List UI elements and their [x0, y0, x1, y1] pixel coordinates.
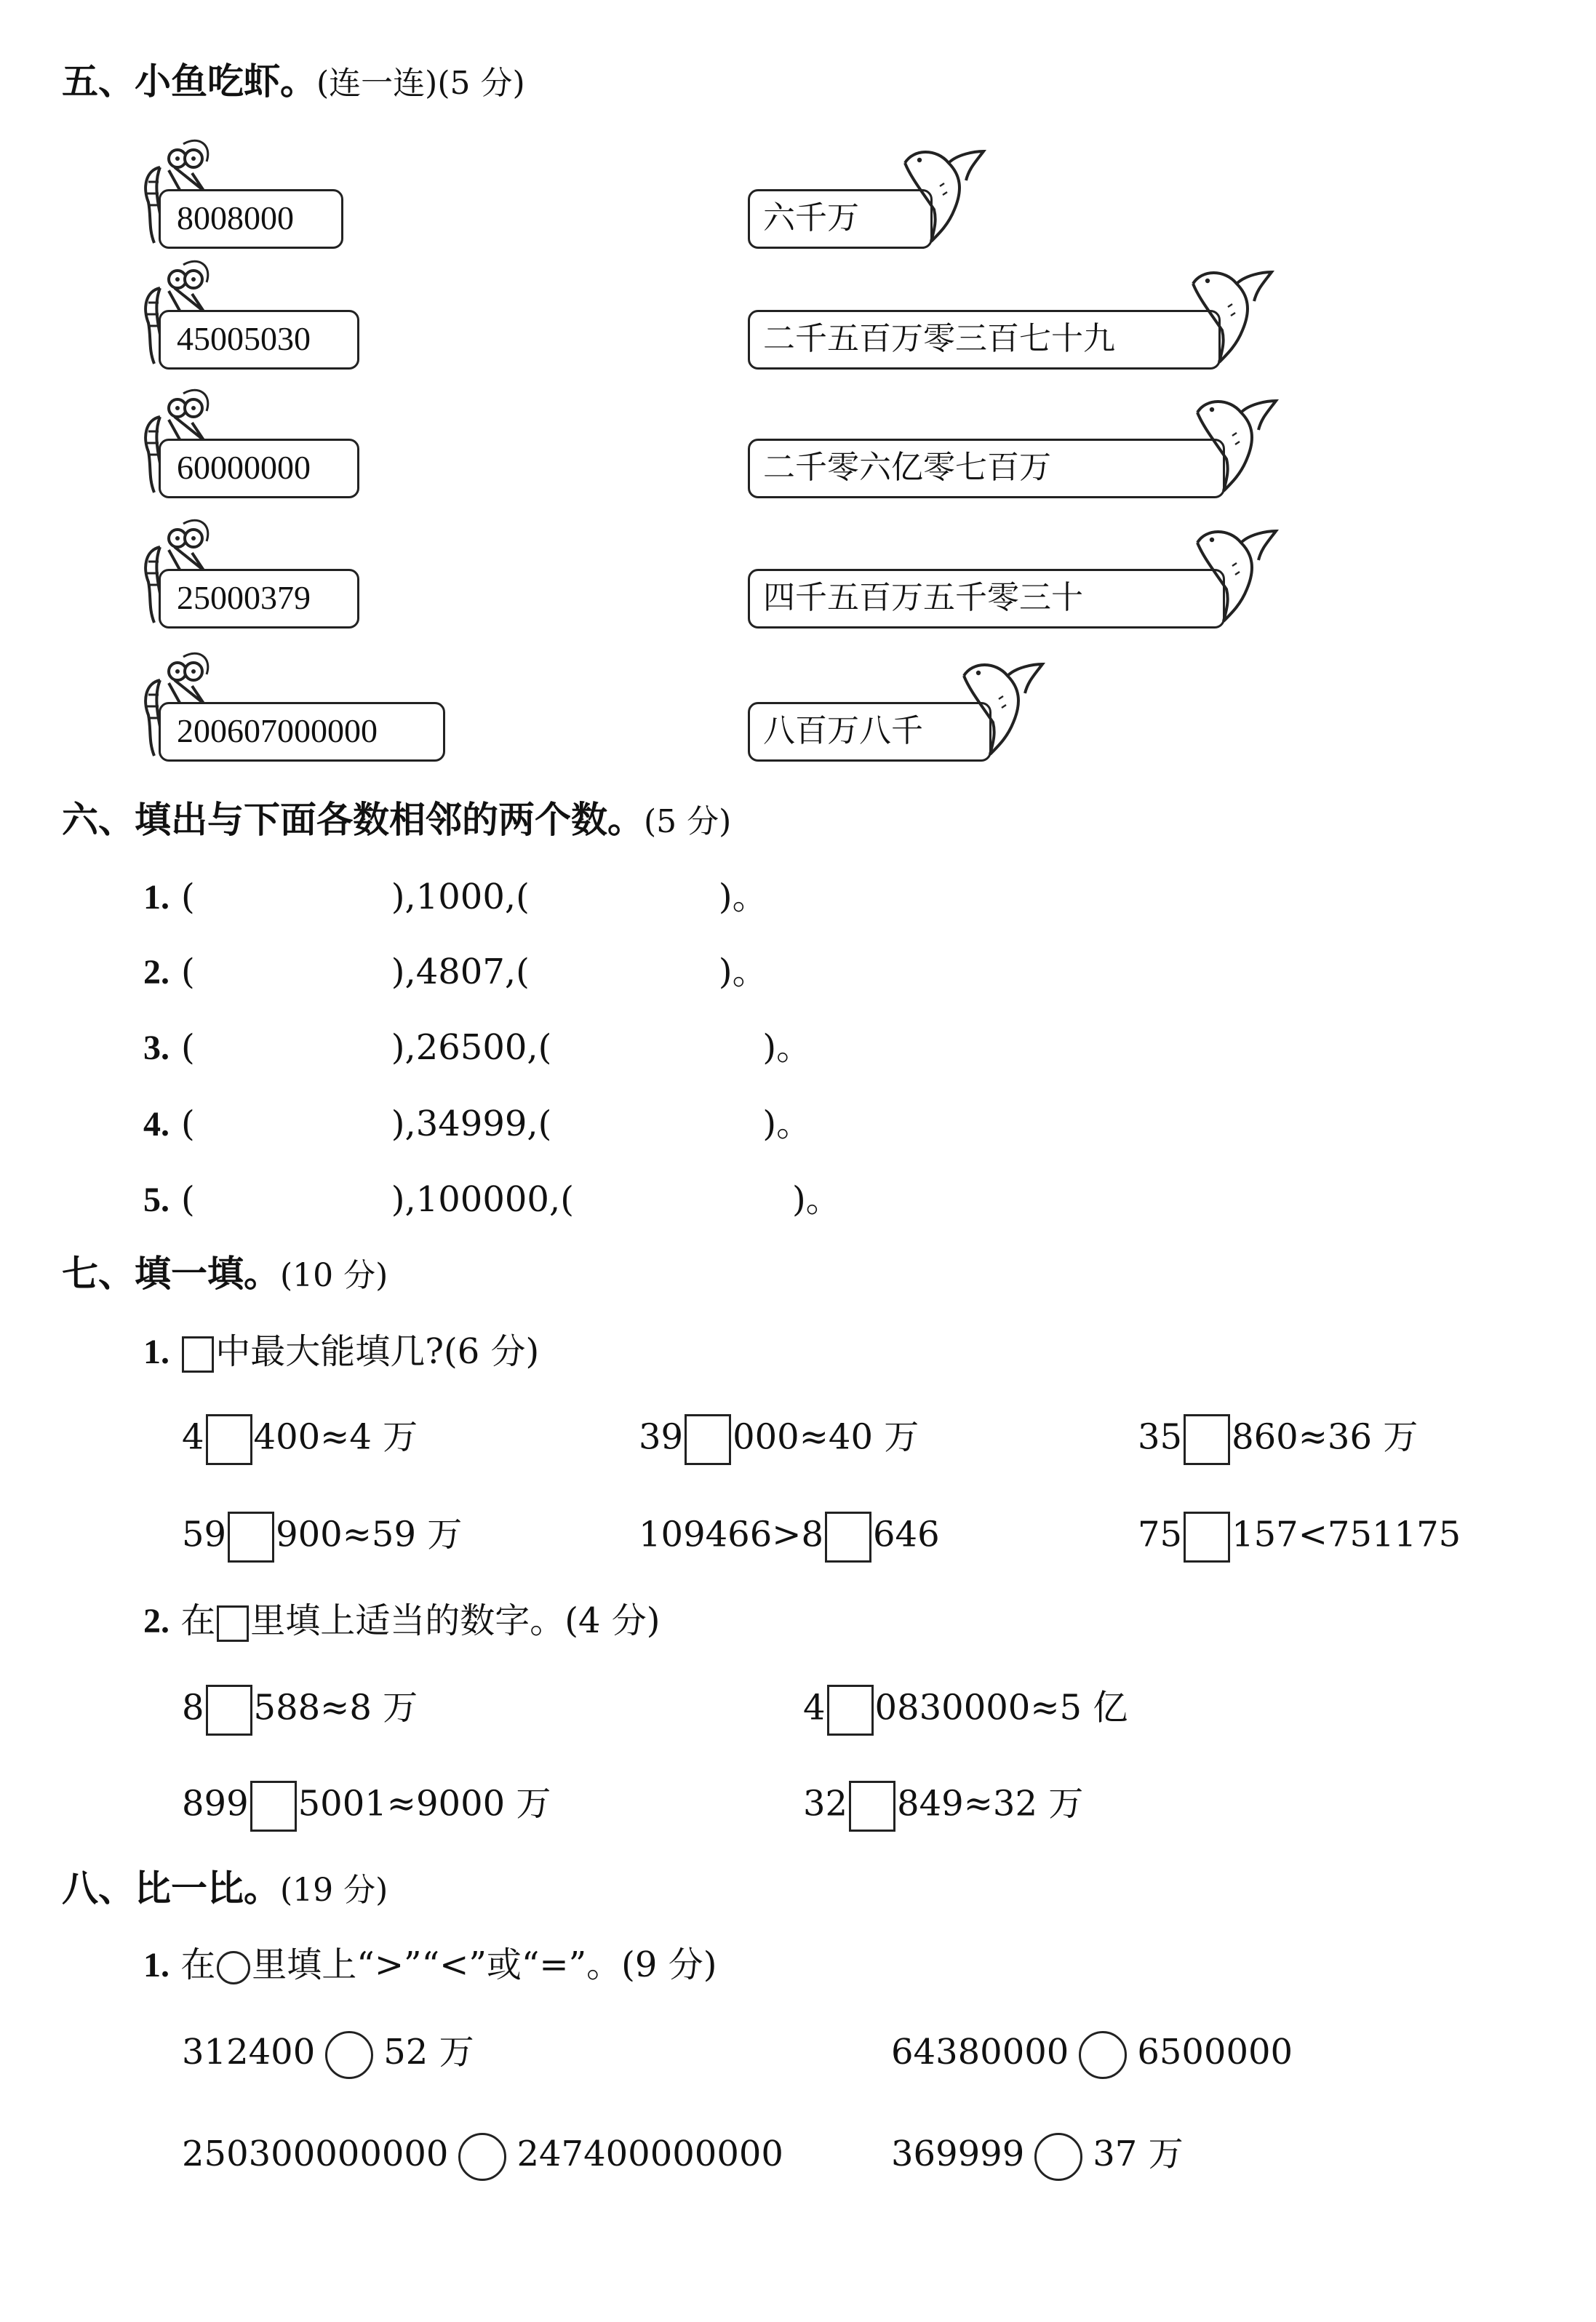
- expression-prefix: 32: [803, 1783, 848, 1824]
- answer-box-symbol: [182, 1336, 214, 1373]
- neighbor-question: [143, 950, 767, 994]
- compare-answer-circle[interactable]: [325, 2031, 373, 2079]
- compare-right: 247400000000: [516, 2134, 783, 2174]
- close-paren: )。: [718, 951, 767, 992]
- given-number: ),26500,(: [391, 1027, 552, 1068]
- expression-prefix: 4: [182, 1416, 204, 1458]
- fill-box-expression: [182, 1512, 462, 1563]
- section-5-title: [62, 60, 525, 105]
- neighbor-question: [143, 1026, 811, 1070]
- question-7-2: [143, 1599, 661, 1643]
- compare-expression: [182, 2030, 474, 2079]
- fish-word-card[interactable]: 六千万: [748, 189, 933, 249]
- close-paren: )。: [791, 1179, 841, 1220]
- expression-suffix: 646: [873, 1514, 940, 1555]
- open-paren: (: [181, 951, 195, 992]
- section-title-text: 七、填一填。: [62, 1253, 280, 1295]
- fish-icon: [1189, 395, 1283, 500]
- neighbor-question: [143, 1178, 841, 1222]
- neighbor-question: [143, 875, 767, 919]
- fill-box-expression: [639, 1414, 919, 1465]
- expression-suffix: 000≈40 万: [733, 1416, 919, 1458]
- section-title-text: 八、比一比。: [62, 1867, 280, 1910]
- given-number: ),34999,(: [391, 1104, 552, 1144]
- close-paren: )。: [762, 1104, 812, 1144]
- answer-box-symbol: [217, 1605, 249, 1642]
- question-text: 中最大能填几?(6 分): [215, 1331, 540, 1372]
- digit-answer-box[interactable]: [206, 1685, 252, 1736]
- expression-suffix: 588≈8 万: [253, 1687, 418, 1728]
- fill-box-expression: [1138, 1512, 1461, 1563]
- fill-box-expression: [803, 1685, 1128, 1736]
- fish-icon: [1184, 266, 1279, 371]
- fish-word-card[interactable]: 八百万八千: [748, 702, 991, 762]
- shrimp-number-card[interactable]: 45005030: [159, 310, 359, 370]
- compare-answer-circle[interactable]: [1079, 2031, 1127, 2079]
- section-score: (连一连)(5 分): [316, 65, 525, 102]
- fill-box-expression: [1138, 1414, 1418, 1465]
- shrimp-number-card[interactable]: 8008000: [159, 189, 343, 249]
- section-title-text: 五、小鱼吃虾。: [62, 60, 316, 103]
- question-number: 2.: [143, 953, 169, 992]
- expression-prefix: 4: [803, 1687, 826, 1728]
- fish-icon: [1189, 525, 1283, 630]
- expression-prefix: 899: [182, 1783, 249, 1824]
- compare-left: 250300000000: [182, 2134, 449, 2174]
- open-paren: (: [181, 1179, 195, 1220]
- fish-word-card[interactable]: 四千五百万五千零三十: [748, 569, 1225, 629]
- expression-prefix: 39: [639, 1416, 684, 1458]
- expression-prefix: 8: [182, 1687, 204, 1728]
- compare-right: 37 万: [1093, 2134, 1184, 2174]
- compare-expression: [182, 2132, 783, 2181]
- question-text: 在: [180, 1600, 216, 1641]
- question-text: 在: [180, 1944, 216, 1985]
- digit-answer-box[interactable]: [849, 1781, 895, 1832]
- expression-prefix: 59: [182, 1514, 227, 1555]
- fish-icon: [955, 658, 1050, 763]
- open-paren: (: [181, 1104, 195, 1144]
- given-number: ),100000,(: [391, 1179, 574, 1220]
- question-number: 5.: [143, 1181, 169, 1219]
- given-number: ),1000,(: [391, 877, 530, 917]
- digit-answer-box[interactable]: [825, 1512, 871, 1563]
- given-number: ),4807,(: [391, 951, 530, 992]
- compare-left: 64380000: [891, 2032, 1069, 2072]
- expression-suffix: 0830000≈5 亿: [874, 1687, 1128, 1728]
- compare-expression: [891, 2132, 1184, 2181]
- digit-answer-box[interactable]: [206, 1414, 252, 1465]
- digit-answer-box[interactable]: [228, 1512, 274, 1563]
- open-paren: (: [181, 877, 195, 917]
- compare-right: 6500000: [1137, 2032, 1293, 2072]
- shrimp-number-card[interactable]: 200607000000: [159, 702, 445, 762]
- section-score: (10 分): [280, 1257, 388, 1294]
- compare-answer-circle[interactable]: [458, 2133, 506, 2181]
- compare-right: 52 万: [383, 2032, 474, 2072]
- question-number: 2.: [143, 1602, 169, 1640]
- digit-answer-box[interactable]: [1184, 1414, 1230, 1465]
- expression-suffix: 849≈32 万: [897, 1783, 1084, 1824]
- expression-prefix: 35: [1138, 1416, 1183, 1458]
- question-text: 里填上“>”“<”或“=”。(9 分): [252, 1944, 717, 1985]
- fish-word-card[interactable]: 二千五百万零三百七十九: [748, 310, 1221, 370]
- digit-answer-box[interactable]: [1184, 1512, 1230, 1563]
- fish-word-card[interactable]: 二千零六亿零七百万: [748, 439, 1225, 498]
- section-title-text: 六、填出与下面各数相邻的两个数。: [62, 799, 644, 841]
- expression-prefix: 75: [1138, 1514, 1183, 1555]
- compare-left: 312400: [182, 2032, 316, 2072]
- fill-box-expression: [182, 1685, 418, 1736]
- shrimp-number-card[interactable]: 25000379: [159, 569, 359, 629]
- fish-icon: [896, 145, 991, 250]
- digit-answer-box[interactable]: [250, 1781, 297, 1832]
- compare-left: 369999: [891, 2134, 1025, 2174]
- digit-answer-box[interactable]: [827, 1685, 874, 1736]
- fill-box-expression: [182, 1781, 551, 1832]
- neighbor-question: [143, 1102, 811, 1146]
- expression-suffix: 860≈36 万: [1232, 1416, 1419, 1458]
- question-text: 里填上适当的数字。(4 分): [250, 1600, 661, 1641]
- question-number: 3.: [143, 1029, 169, 1067]
- section-7-title: [62, 1252, 388, 1298]
- fill-box-expression: [182, 1414, 418, 1465]
- open-paren: (: [181, 1027, 195, 1068]
- expression-suffix: 400≈4 万: [253, 1416, 418, 1458]
- question-number: 1.: [143, 878, 169, 917]
- section-8-title: [62, 1867, 388, 1912]
- close-paren: )。: [718, 877, 767, 917]
- expression-suffix: 157<751175: [1232, 1514, 1461, 1555]
- compare-expression: [891, 2030, 1293, 2079]
- question-number: 1.: [143, 1946, 169, 1984]
- compare-answer-circle[interactable]: [1034, 2133, 1082, 2181]
- close-paren: )。: [762, 1027, 812, 1068]
- expression-suffix: 900≈59 万: [276, 1514, 463, 1555]
- question-7-1: [143, 1330, 539, 1374]
- expression-suffix: 5001≈9000 万: [298, 1783, 551, 1824]
- expression-prefix: 109466>8: [639, 1514, 823, 1555]
- section-6-title: [62, 798, 731, 844]
- circle-symbol: [217, 1951, 250, 1984]
- digit-answer-box[interactable]: [685, 1414, 731, 1465]
- fill-box-expression: [639, 1512, 940, 1563]
- question-number: 4.: [143, 1105, 169, 1144]
- section-score: (19 分): [280, 1872, 388, 1909]
- question-8-1: [143, 1943, 717, 1987]
- shrimp-number-card[interactable]: 60000000: [159, 439, 359, 498]
- fill-box-expression: [803, 1781, 1083, 1832]
- question-number: 1.: [143, 1333, 169, 1371]
- section-score: (5 分): [644, 803, 732, 840]
